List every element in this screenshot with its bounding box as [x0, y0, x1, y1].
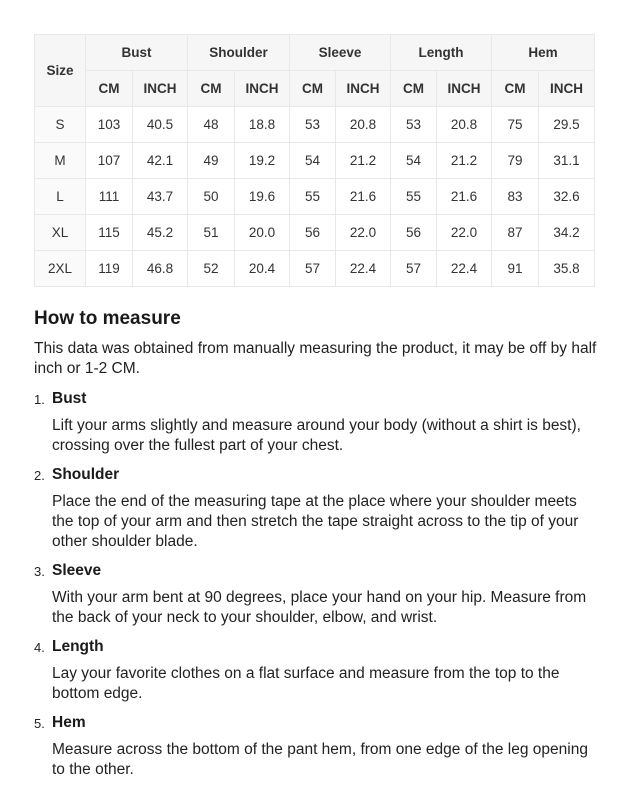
- item-number: 1.: [34, 392, 45, 407]
- table-cell: 20.4: [235, 251, 290, 287]
- item-number: 2.: [34, 468, 45, 483]
- list-item: [34, 713, 599, 780]
- unit-header: CM: [188, 71, 235, 107]
- list-item: [34, 389, 599, 456]
- table-cell: 49: [188, 143, 235, 179]
- table-cell: 79: [492, 143, 539, 179]
- item-title: Length: [52, 638, 104, 655]
- size-table-body: [35, 107, 595, 287]
- item-text: With your arm bent at 90 degrees, place your hand on your hip. Measure from the back of your neck to your shoulder, elbow, and wrist.: [52, 589, 587, 626]
- table-cell: 22.0: [437, 215, 492, 251]
- table-cell: 111: [86, 179, 133, 215]
- size-cell: XL: [35, 215, 86, 251]
- table-row: [35, 215, 595, 251]
- table-cell: 53: [290, 107, 336, 143]
- unit-header: CM: [86, 71, 133, 107]
- size-cell: S: [35, 107, 86, 143]
- list-item: [34, 637, 599, 704]
- table-cell: 21.6: [336, 179, 391, 215]
- table-cell: 54: [290, 143, 336, 179]
- item-text: Place the end of the measuring tape at the place where your shoulder meets the top of your arm and then stretch the tape straight across to the tip of your other shoulder blade.: [52, 493, 579, 550]
- table-cell: 35.8: [539, 251, 595, 287]
- table-cell: 107: [86, 143, 133, 179]
- size-column-header: Size: [35, 35, 86, 107]
- unit-header: INCH: [235, 71, 290, 107]
- table-cell: 51: [188, 215, 235, 251]
- table-cell: 87: [492, 215, 539, 251]
- group-header-row: [35, 35, 595, 71]
- item-title: Shoulder: [52, 466, 120, 483]
- table-cell: 52: [188, 251, 235, 287]
- table-cell: 32.6: [539, 179, 595, 215]
- table-cell: 43.7: [133, 179, 188, 215]
- table-cell: 50: [188, 179, 235, 215]
- unit-header: INCH: [539, 71, 595, 107]
- table-cell: 119: [86, 251, 133, 287]
- table-cell: 22.4: [437, 251, 492, 287]
- table-cell: 46.8: [133, 251, 188, 287]
- unit-header: INCH: [437, 71, 492, 107]
- table-cell: 18.8: [235, 107, 290, 143]
- table-row: [35, 179, 595, 215]
- measure-steps-list: [34, 389, 599, 780]
- table-cell: 20.8: [437, 107, 492, 143]
- item-number: 3.: [34, 564, 45, 579]
- table-cell: 29.5: [539, 107, 595, 143]
- table-cell: 48: [188, 107, 235, 143]
- item-text: Lift your arms slightly and measure around your body (without a shirt is best), crossing over the fullest part of your chest.: [52, 417, 581, 454]
- item-text: Lay your favorite clothes on a flat surface and measure from the top to the bottom edge.: [52, 665, 560, 702]
- unit-header: CM: [492, 71, 539, 107]
- group-header-length: Length: [391, 35, 492, 71]
- list-item: [34, 561, 599, 628]
- table-cell: 83: [492, 179, 539, 215]
- table-row: [35, 143, 595, 179]
- table-cell: 21.2: [437, 143, 492, 179]
- table-cell: 103: [86, 107, 133, 143]
- item-title: Sleeve: [52, 562, 102, 579]
- item-number: 4.: [34, 640, 45, 655]
- table-cell: 75: [492, 107, 539, 143]
- item-text: Measure across the bottom of the pant hem, from one edge of the leg opening to the other.: [52, 741, 588, 778]
- table-cell: 20.8: [336, 107, 391, 143]
- table-cell: 40.5: [133, 107, 188, 143]
- how-to-measure-section: [34, 308, 599, 789]
- unit-header: CM: [290, 71, 336, 107]
- unit-header: CM: [391, 71, 437, 107]
- table-cell: 55: [290, 179, 336, 215]
- table-cell: 22.4: [336, 251, 391, 287]
- size-cell: L: [35, 179, 86, 215]
- group-header-sleeve: Sleeve: [290, 35, 391, 71]
- item-title: Bust: [52, 390, 87, 407]
- item-number: 5.: [34, 716, 45, 731]
- unit-header: INCH: [133, 71, 188, 107]
- table-cell: 21.6: [437, 179, 492, 215]
- table-cell: 34.2: [539, 215, 595, 251]
- table-cell: 21.2: [336, 143, 391, 179]
- table-cell: 91: [492, 251, 539, 287]
- table-cell: 19.2: [235, 143, 290, 179]
- table-cell: 115: [86, 215, 133, 251]
- table-cell: 55: [391, 179, 437, 215]
- table-cell: 20.0: [235, 215, 290, 251]
- table-cell: 19.6: [235, 179, 290, 215]
- table-cell: 56: [391, 215, 437, 251]
- table-cell: 42.1: [133, 143, 188, 179]
- table-cell: 22.0: [336, 215, 391, 251]
- size-cell: M: [35, 143, 86, 179]
- item-title: Hem: [52, 714, 86, 731]
- table-cell: 53: [391, 107, 437, 143]
- size-chart-table: [34, 34, 595, 287]
- table-cell: 45.2: [133, 215, 188, 251]
- table-cell: 57: [290, 251, 336, 287]
- table-row: [35, 107, 595, 143]
- group-header-hem: Hem: [492, 35, 595, 71]
- intro-text: This data was obtained from manually measuring the product, it may be off by half inch or 1-2 CM.: [34, 340, 597, 377]
- table-cell: 31.1: [539, 143, 595, 179]
- group-header-shoulder: Shoulder: [188, 35, 290, 71]
- table-row: [35, 251, 595, 287]
- unit-header-row: [35, 71, 595, 107]
- table-cell: 54: [391, 143, 437, 179]
- table-cell: 57: [391, 251, 437, 287]
- unit-header: INCH: [336, 71, 391, 107]
- table-cell: 56: [290, 215, 336, 251]
- section-title: How to measure: [34, 308, 181, 329]
- group-header-bust: Bust: [86, 35, 188, 71]
- size-cell: 2XL: [35, 251, 86, 287]
- list-item: [34, 465, 599, 552]
